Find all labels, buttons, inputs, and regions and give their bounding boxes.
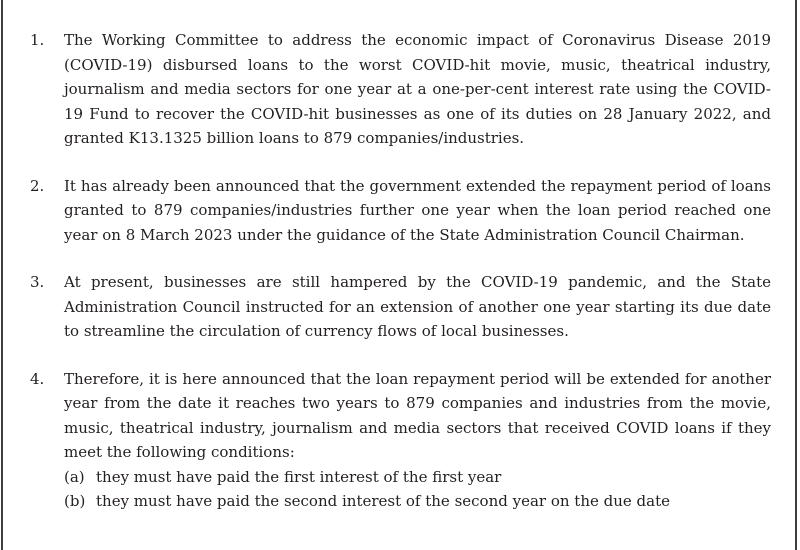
list-item bbox=[0, 270, 800, 344]
item-text: It has already been announced that the government extended the repayment period of loans granted to 879 companies/industries further one year when the loan period reached one year on 8 March 2023 under the guidance of the State Administration Council Chairman. bbox=[64, 176, 771, 244]
condition-label: (b) bbox=[64, 492, 86, 510]
item-text: At present, businesses are still hampered by the COVID-19 pandemic, and the State Administration Council instructed for an extension of another one year starting its due date to streamline the circulation of currency flows of local businesses. bbox=[64, 273, 771, 340]
item-number: 4. bbox=[30, 369, 45, 388]
condition-text: they must have paid the first interest of the first year bbox=[96, 467, 502, 486]
list-item bbox=[0, 174, 800, 248]
condition-label: (a) bbox=[64, 467, 85, 486]
item-text: Therefore, it is here announced that the loan repayment period will be extended for another year from the date it reaches two years to 879 companies and industries from the movie, music, theatrical industry, journalism and media sectors that received COVID loans if they meet the following conditions: bbox=[64, 369, 771, 461]
item-text: The Working Committee to address the economic impact of Coronavirus Disease 2019 (COVID-19) disbursed loans to the worst COVID-hit movie, music, theatrical industry, journalism and media sectors for one year at a one-per-cent interest rate using the COVID-19 Fund to recover the COVID-hit businesses as one of its duties on 28 January 2022, and granted K13.1325 billion loans to 879 companies/industries. bbox=[64, 31, 771, 147]
condition-item bbox=[64, 465, 771, 490]
item-number: 3. bbox=[30, 273, 45, 291]
list-item bbox=[0, 28, 800, 151]
condition-item bbox=[64, 489, 771, 514]
list-item bbox=[0, 367, 800, 514]
item-number: 1. bbox=[30, 31, 45, 49]
announcement-list bbox=[0, 28, 800, 537]
item-number: 2. bbox=[30, 176, 45, 195]
condition-text: they must have paid the second interest of the second year on the due date bbox=[96, 492, 670, 510]
